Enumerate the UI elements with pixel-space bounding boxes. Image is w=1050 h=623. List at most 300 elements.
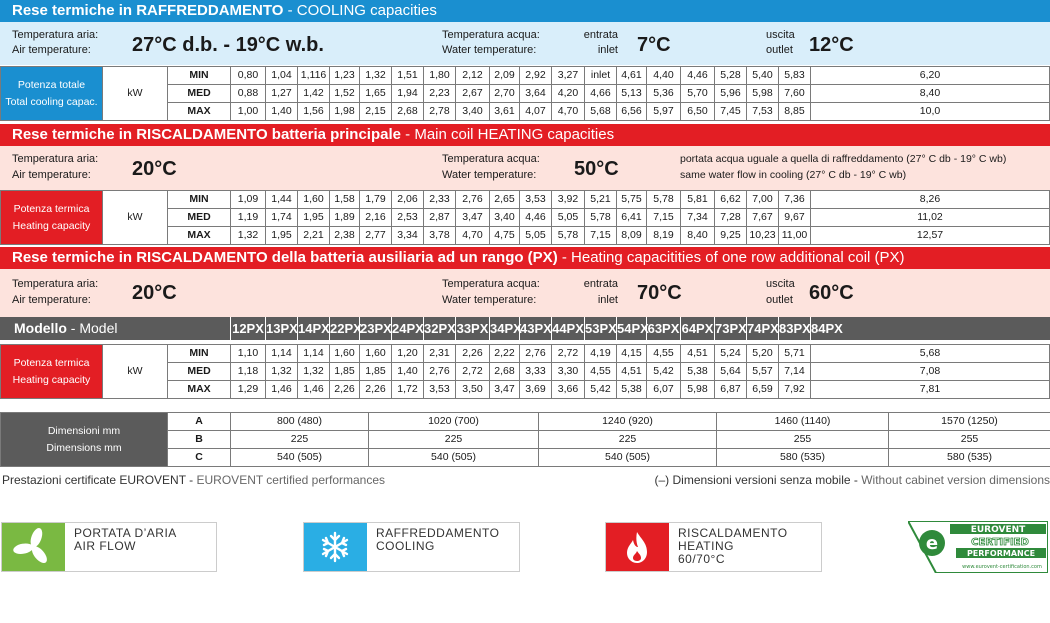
heating-aux-value-cell: 2,76 — [520, 345, 552, 363]
dimensions-value-cell: 540 (505) — [539, 449, 717, 467]
eurovent-line1: EUROVENT — [970, 525, 1026, 535]
heating-aux-value-cell: 5,71 — [779, 345, 811, 363]
cooling-value-cell: 4,07 — [520, 103, 552, 121]
heating-main-value-cell: 2,77 — [360, 227, 392, 245]
cooling-value-cell: 1,56 — [298, 103, 330, 121]
heating-aux-value-cell: 1,29 — [231, 381, 266, 399]
heating-main-value-cell: 3,78 — [424, 227, 456, 245]
legend-cooling — [303, 522, 520, 572]
heating-aux-value-cell: 3,66 — [552, 381, 585, 399]
model-cell: 54PX — [616, 317, 646, 340]
cooling-title: Rese termiche in RAFFREDDAMENTO — [12, 2, 284, 19]
heating-aux-value-cell: 7,81 — [811, 381, 1050, 399]
cooling-value-cell: 2,15 — [360, 103, 392, 121]
model-cell: 44PX — [551, 317, 584, 340]
heating-main-value-cell: 9,67 — [779, 209, 811, 227]
cooling-level-label: MAX — [168, 103, 231, 121]
heating-aux-value-cell: 2,26 — [330, 381, 360, 399]
heating-main-value-cell: 8,09 — [617, 227, 647, 245]
cooling-value-cell: 1,40 — [266, 103, 298, 121]
heating-aux-value-cell: 5,68 — [811, 345, 1050, 363]
legend-air-flow-en: AIR FLOW — [74, 539, 137, 553]
heating-aux-value-cell: 4,19 — [585, 345, 617, 363]
legend-heating — [605, 522, 822, 572]
cooling-water-label-en: Water temperature: — [442, 44, 537, 56]
cooling-value-cell: 1,52 — [330, 85, 360, 103]
dimensions-value-cell: 1570 (1250) — [889, 413, 1050, 431]
heating-main-value-cell: 1,79 — [360, 191, 392, 209]
cooling-value-cell: 0,80 — [231, 67, 266, 85]
cooling-water-label-it: Temperatura acqua: — [442, 29, 540, 41]
cooling-value-cell: 4,46 — [681, 67, 715, 85]
cooling-value-cell: 3,40 — [456, 103, 490, 121]
cooling-value-cell: 2,12 — [456, 67, 490, 85]
heating-aux-water-label-it: Temperatura acqua: — [442, 278, 540, 290]
eurovent-logo-icon — [908, 521, 1048, 573]
heating-aux-title-band — [0, 247, 1050, 269]
heating-main-value-cell: 3,47 — [456, 209, 490, 227]
heating-main-row-label-it: Potenza termica — [13, 202, 90, 215]
cooling-value-cell: 7,60 — [779, 85, 811, 103]
cooling-value-cell: 3,64 — [520, 85, 552, 103]
cooling-value-cell: 5,96 — [715, 85, 747, 103]
heating-aux-out-value: 60°C — [809, 282, 854, 304]
dimensions-label — [1, 413, 168, 467]
heating-aux-value-cell: 3,53 — [424, 381, 456, 399]
cooling-row-label-en: Total cooling capac. — [5, 95, 98, 108]
cooling-value-cell: 5,13 — [617, 85, 647, 103]
model-header-row — [0, 317, 1050, 340]
heating-aux-title: Rese termiche in RISCALDAMENTO della batteria ausiliaria ad un rango (PX) — [12, 249, 558, 266]
heating-main-value-cell: 1,60 — [298, 191, 330, 209]
dimensions-value-cell: 540 (505) — [369, 449, 539, 467]
legend-heating-it: RISCALDAMENTO — [678, 526, 788, 540]
eurovent-url: www.eurovent-certification.com — [962, 564, 1042, 570]
heating-aux-value-cell: 3,69 — [520, 381, 552, 399]
model-cell: 22PX — [329, 317, 359, 340]
heating-main-title-en: Main coil HEATING capacities — [414, 126, 615, 143]
cooling-value-cell: 3,61 — [490, 103, 520, 121]
heating-aux-row-label — [1, 345, 103, 399]
cooling-value-cell: 5,97 — [647, 103, 681, 121]
model-cell: 84PX — [810, 317, 843, 340]
heating-aux-value-cell: 5,98 — [681, 381, 715, 399]
heating-aux-value-cell: 2,72 — [552, 345, 585, 363]
cooling-value-cell: 6,56 — [617, 103, 647, 121]
heating-main-value-cell: 3,92 — [552, 191, 585, 209]
heating-aux-air-label-en: Air temperature: — [12, 294, 91, 306]
cooling-in-en: inlet — [597, 44, 618, 56]
cooling-value-cell: 4,61 — [617, 67, 647, 85]
cooling-value-cell: 1,23 — [330, 67, 360, 85]
heating-aux-value-cell: 2,26 — [456, 345, 490, 363]
heating-aux-value-cell: 5,42 — [647, 363, 681, 381]
heating-aux-value-cell: 1,60 — [360, 345, 392, 363]
cooling-value-cell: 4,40 — [647, 67, 681, 85]
heating-main-value-cell: 10,23 — [747, 227, 779, 245]
cooling-value-cell: 1,32 — [360, 67, 392, 85]
heating-main-value-cell: 5,78 — [585, 209, 617, 227]
dimensions-value-cell: 1020 (700) — [369, 413, 539, 431]
heating-aux-value-cell: 5,64 — [715, 363, 747, 381]
heating-main-value-cell: 11,00 — [779, 227, 811, 245]
legend-air-flow — [1, 522, 217, 572]
heating-main-title: Rese termiche in RISCALDAMENTO batteria principale — [12, 126, 401, 143]
legend-cooling-it: RAFFREDDAMENTO — [376, 526, 500, 540]
heating-main-value-cell: 5,81 — [681, 191, 715, 209]
model-cell: 32PX — [423, 317, 455, 340]
heating-main-value-cell: 2,87 — [424, 209, 456, 227]
cooling-out-value: 12°C — [809, 34, 854, 56]
legend-cooling-text — [376, 527, 499, 553]
cooling-table — [0, 66, 1050, 121]
dimensions-label-it: Dimensioni mm — [47, 424, 121, 437]
heating-main-value-cell: 9,25 — [715, 227, 747, 245]
footer-left-it: Prestazioni certificate EUROVENT — [2, 473, 186, 487]
heating-main-value-cell: 2,16 — [360, 209, 392, 227]
cooling-value-cell: 5,70 — [681, 85, 715, 103]
heating-aux-value-cell: 4,55 — [585, 363, 617, 381]
cooling-value-cell: 5,28 — [715, 67, 747, 85]
heating-main-value-cell: 7,28 — [715, 209, 747, 227]
heating-main-air-label-en: Air temperature: — [12, 169, 91, 181]
cooling-row-label-it: Potenza totale — [17, 78, 86, 91]
cooling-value-cell: 1,116 — [298, 67, 330, 85]
heating-aux-value-cell: 2,72 — [456, 363, 490, 381]
dimensions-value-cell: 1460 (1140) — [717, 413, 889, 431]
cooling-title-band — [0, 0, 1050, 22]
heating-aux-value-cell: 7,14 — [779, 363, 811, 381]
dimensions-value-cell: 255 — [889, 431, 1050, 449]
cooling-value-cell: 1,00 — [231, 103, 266, 121]
heating-aux-value-cell: 2,68 — [490, 363, 520, 381]
model-cell: 73PX — [714, 317, 746, 340]
heating-main-value-cell: 3,34 — [392, 227, 424, 245]
heating-main-value-cell: 1,95 — [298, 209, 330, 227]
heating-main-value-cell: 4,46 — [520, 209, 552, 227]
heating-main-value-cell: 6,62 — [715, 191, 747, 209]
cooling-air-value: 27°C d.b. - 19°C w.b. — [132, 34, 324, 56]
heating-aux-value-cell: 1,14 — [298, 345, 330, 363]
heating-main-value-cell: 2,38 — [330, 227, 360, 245]
heating-main-row-label-en: Heating capacity — [12, 219, 91, 232]
svg-text:e: e — [925, 533, 939, 554]
heating-aux-title-en: Heating capacitities of one row additional coil (PX) — [571, 249, 905, 266]
cooling-value-cell: 2,09 — [490, 67, 520, 85]
cooling-value-cell: 3,27 — [552, 67, 585, 85]
heating-aux-value-cell: 4,15 — [617, 345, 647, 363]
cooling-conditions — [0, 22, 1050, 65]
cooling-value-cell: 8,85 — [779, 103, 811, 121]
model-cell: 34PX — [489, 317, 519, 340]
legend-air-flow-text — [74, 527, 177, 553]
heating-aux-value-cell: 1,20 — [392, 345, 424, 363]
cooling-value-cell: 1,98 — [330, 103, 360, 121]
heating-main-level-label: MIN — [168, 191, 231, 209]
heating-main-value-cell: 7,34 — [681, 209, 715, 227]
cooling-value-cell: 2,68 — [392, 103, 424, 121]
heating-aux-value-cell: 2,22 — [490, 345, 520, 363]
heating-aux-value-cell: 1,32 — [266, 363, 298, 381]
cooling-value-cell: 2,78 — [424, 103, 456, 121]
cooling-value-cell: 0,88 — [231, 85, 266, 103]
model-label-sep: - — [66, 320, 80, 336]
cooling-value-cell: 4,66 — [585, 85, 617, 103]
model-label — [14, 317, 117, 340]
model-cell: 33PX — [455, 317, 489, 340]
model-cell: 24PX — [391, 317, 423, 340]
heating-aux-air-label-it: Temperatura aria: — [12, 278, 99, 290]
footer-right-it: (–) Dimensioni versioni senza mobile — [654, 473, 851, 487]
model-cell: 64PX — [680, 317, 714, 340]
cooling-value-cell: 2,67 — [456, 85, 490, 103]
heating-main-value-cell: 2,21 — [298, 227, 330, 245]
cooling-value-cell: 1,65 — [360, 85, 392, 103]
dimensions-value-cell: 540 (505) — [231, 449, 369, 467]
heating-main-value-cell: 12,57 — [811, 227, 1050, 245]
heating-aux-value-cell: 6,59 — [747, 381, 779, 399]
heating-main-value-cell: 11,02 — [811, 209, 1050, 227]
heating-main-title-band — [0, 124, 1050, 146]
heating-aux-value-cell: 1,40 — [392, 363, 424, 381]
model-label-en: Model — [79, 320, 118, 336]
heating-main-value-cell: 5,75 — [617, 191, 647, 209]
model-cell: 14PX — [297, 317, 329, 340]
heating-aux-value-cell: 1,18 — [231, 363, 266, 381]
cooling-value-cell: 1,51 — [392, 67, 424, 85]
heating-aux-in-it: entrata — [583, 278, 618, 290]
heating-aux-in-value: 70°C — [637, 282, 682, 304]
heating-main-value-cell: 1,32 — [231, 227, 266, 245]
heating-main-value-cell: 6,41 — [617, 209, 647, 227]
cooling-value-cell: 8,40 — [811, 85, 1050, 103]
cooling-value-cell: 10,0 — [811, 103, 1050, 121]
heating-main-unit: kW — [103, 191, 168, 245]
cooling-value-cell: 5,68 — [585, 103, 617, 121]
footer-dimensions-note — [654, 473, 1050, 487]
cooling-value-cell: 7,45 — [715, 103, 747, 121]
cooling-row-min — [1, 67, 1050, 85]
model-cell: 53PX — [584, 317, 616, 340]
cooling-value-cell: 4,20 — [552, 85, 585, 103]
heating-aux-value-cell: 2,76 — [424, 363, 456, 381]
heating-main-level-label: MED — [168, 209, 231, 227]
heating-main-value-cell: 7,00 — [747, 191, 779, 209]
heating-aux-in-en: inlet — [597, 294, 618, 306]
heating-main-value-cell: 1,89 — [330, 209, 360, 227]
heating-aux-value-cell: 2,26 — [360, 381, 392, 399]
cooling-value-cell: 7,53 — [747, 103, 779, 121]
cooling-value-cell: 5,98 — [747, 85, 779, 103]
heating-main-water-label-it: Temperatura acqua: — [442, 153, 540, 165]
cooling-value-cell: 1,42 — [298, 85, 330, 103]
heating-main-table — [0, 190, 1050, 245]
footer-right-en: Without cabinet version dimensions — [861, 473, 1050, 487]
heating-aux-value-cell: 1,72 — [392, 381, 424, 399]
heating-aux-level-label: MIN — [168, 345, 231, 363]
heating-aux-level-label: MAX — [168, 381, 231, 399]
heating-main-value-cell: 1,44 — [266, 191, 298, 209]
snowflake-icon — [304, 523, 367, 571]
heating-aux-value-cell: 5,57 — [747, 363, 779, 381]
footer-left-en: EUROVENT certified performances — [196, 473, 386, 487]
heating-aux-value-cell: 1,46 — [298, 381, 330, 399]
heating-main-value-cell: 3,40 — [490, 209, 520, 227]
flame-icon — [606, 523, 669, 571]
heating-main-value-cell: 5,78 — [647, 191, 681, 209]
cooling-title-en: COOLING capacities — [296, 2, 437, 19]
cooling-value-cell: 2,70 — [490, 85, 520, 103]
dimensions-value-cell: 580 (535) — [889, 449, 1050, 467]
footer-certified — [2, 473, 385, 487]
heating-aux-conditions — [0, 269, 1050, 317]
heating-main-value-cell: 7,67 — [747, 209, 779, 227]
heating-aux-out-it: uscita — [766, 278, 795, 290]
heating-main-value-cell: 8,40 — [681, 227, 715, 245]
cooling-value-cell: 5,83 — [779, 67, 811, 85]
cooling-in-it: entrata — [583, 29, 618, 41]
cooling-unit: kW — [103, 67, 168, 121]
heating-main-value-cell: 2,06 — [392, 191, 424, 209]
heating-main-title-sep: - — [400, 126, 415, 143]
heating-main-value-cell: 1,19 — [231, 209, 266, 227]
heating-aux-level-label: MED — [168, 363, 231, 381]
model-cell: 43PX — [519, 317, 551, 340]
eurovent-logo — [908, 521, 1048, 573]
model-cell: 83PX — [778, 317, 810, 340]
heating-aux-value-cell: 5,38 — [681, 363, 715, 381]
heating-aux-unit: kW — [103, 345, 168, 399]
heating-aux-value-cell: 6,07 — [647, 381, 681, 399]
footer-left-sep: - — [185, 473, 197, 487]
dimensions-value-cell: 225 — [369, 431, 539, 449]
dimensions-value-cell: 255 — [717, 431, 889, 449]
cooling-value-cell: 1,27 — [266, 85, 298, 103]
heating-main-value-cell: 2,76 — [456, 191, 490, 209]
heating-aux-value-cell: 1,32 — [298, 363, 330, 381]
dimensions-letter: B — [168, 431, 231, 449]
heating-main-value-cell: 2,53 — [392, 209, 424, 227]
heating-aux-value-cell: 4,55 — [647, 345, 681, 363]
dimensions-value-cell: 800 (480) — [231, 413, 369, 431]
heating-main-value-cell: 4,75 — [490, 227, 520, 245]
heating-aux-value-cell: 2,31 — [424, 345, 456, 363]
legend-heating-text — [678, 527, 788, 566]
heating-main-value-cell: 8,26 — [811, 191, 1050, 209]
heating-main-value-cell: 2,65 — [490, 191, 520, 209]
heating-main-row-min — [1, 191, 1050, 209]
heating-aux-title-sep: - — [557, 249, 572, 266]
footer-right-sep: - — [850, 473, 862, 487]
heating-aux-value-cell: 5,20 — [747, 345, 779, 363]
cooling-value-cell: 2,92 — [520, 67, 552, 85]
legend-heating-en: HEATING — [678, 539, 734, 553]
heating-aux-value-cell: 5,42 — [585, 381, 617, 399]
heating-main-air-value: 20°C — [132, 158, 177, 180]
eurovent-line3: PERFORMANCE — [966, 549, 1036, 558]
heating-main-value-cell: 1,09 — [231, 191, 266, 209]
cooling-value-cell: 1,94 — [392, 85, 424, 103]
heating-main-water-value: 50°C — [574, 158, 619, 180]
heating-main-value-cell: 7,15 — [647, 209, 681, 227]
heating-aux-table — [0, 344, 1050, 399]
dimensions-value-cell: 225 — [231, 431, 369, 449]
heating-aux-row-min — [1, 345, 1050, 363]
cooling-out-en: outlet — [766, 44, 793, 56]
heating-main-value-cell: 5,21 — [585, 191, 617, 209]
cooling-level-label: MIN — [168, 67, 231, 85]
cooling-value-cell: 5,36 — [647, 85, 681, 103]
heating-aux-out-en: outlet — [766, 294, 793, 306]
fan-icon — [2, 523, 65, 571]
heating-main-value-cell: 2,33 — [424, 191, 456, 209]
heating-main-value-cell: 5,05 — [520, 227, 552, 245]
heating-main-row-label — [1, 191, 103, 245]
heating-aux-air-value: 20°C — [132, 282, 177, 304]
cooling-level-label: MED — [168, 85, 231, 103]
heating-main-value-cell: 3,53 — [520, 191, 552, 209]
heating-main-note-it: portata acqua uguale a quella di raffreddamento (27° C db - 19° C wb) — [680, 153, 1007, 165]
heating-main-level-label: MAX — [168, 227, 231, 245]
dimensions-label-en: Dimensions mm — [46, 441, 122, 454]
legend-air-flow-it: PORTATA D’ARIA — [74, 526, 177, 540]
heating-main-air-label-it: Temperatura aria: — [12, 153, 99, 165]
model-cell: 23PX — [359, 317, 391, 340]
heating-aux-value-cell: 7,92 — [779, 381, 811, 399]
model-label-it: Modello — [14, 320, 67, 336]
heating-aux-value-cell: 1,14 — [266, 345, 298, 363]
cooling-air-label-en: Air temperature: — [12, 44, 91, 56]
heating-main-value-cell: 4,70 — [456, 227, 490, 245]
heating-main-value-cell: 7,15 — [585, 227, 617, 245]
legend-cooling-en: COOLING — [376, 539, 435, 553]
cooling-air-label-it: Temperatura aria: — [12, 29, 99, 41]
cooling-value-cell: 6,20 — [811, 67, 1050, 85]
cooling-row-label — [1, 67, 103, 121]
heating-main-value-cell: 5,78 — [552, 227, 585, 245]
heating-main-value-cell: 5,05 — [552, 209, 585, 227]
cooling-value-cell: 5,40 — [747, 67, 779, 85]
dimensions-value-cell: 1240 (920) — [539, 413, 717, 431]
cooling-in-value: 7°C — [637, 34, 671, 56]
heating-main-value-cell: 7,36 — [779, 191, 811, 209]
dimensions-value-cell: 580 (535) — [717, 449, 889, 467]
dimensions-table — [0, 412, 1050, 467]
dimensions-letter: C — [168, 449, 231, 467]
heating-aux-row-label-it: Potenza termica — [13, 356, 90, 369]
heating-aux-row-label-en: Heating capacity — [12, 373, 91, 386]
heating-aux-value-cell: 1,85 — [330, 363, 360, 381]
heating-main-value-cell: 8,19 — [647, 227, 681, 245]
heating-aux-value-cell: 3,47 — [490, 381, 520, 399]
heating-aux-value-cell: 4,51 — [617, 363, 647, 381]
cooling-value-cell: 6,50 — [681, 103, 715, 121]
cooling-value-cell: 2,23 — [424, 85, 456, 103]
cooling-value-cell: 1,80 — [424, 67, 456, 85]
heating-main-value-cell: 1,74 — [266, 209, 298, 227]
model-cell: 74PX — [746, 317, 778, 340]
cooling-title-sep: - — [283, 2, 297, 19]
heating-aux-value-cell: 4,51 — [681, 345, 715, 363]
heating-aux-value-cell: 3,50 — [456, 381, 490, 399]
heating-main-value-cell: 1,58 — [330, 191, 360, 209]
heating-aux-value-cell: 1,10 — [231, 345, 266, 363]
cooling-out-it: uscita — [766, 29, 795, 41]
model-cell: 63PX — [646, 317, 680, 340]
heating-aux-value-cell: 7,08 — [811, 363, 1050, 381]
dimensions-letter: A — [168, 413, 231, 431]
heating-aux-value-cell: 5,24 — [715, 345, 747, 363]
